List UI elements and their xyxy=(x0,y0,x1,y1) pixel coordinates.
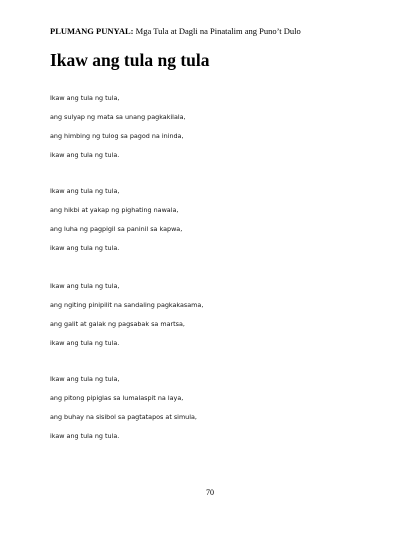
poem-line: Ikaw ang tula ng tula, xyxy=(50,94,120,102)
poem-line: Ikaw ang tula ng tula, xyxy=(50,187,120,195)
stanza-1 xyxy=(50,93,186,169)
poem-line: ikaw ang tula ng tula. xyxy=(50,432,120,440)
book-title: PLUMANG PUNYAL: xyxy=(50,26,134,36)
stanza-4 xyxy=(50,374,197,450)
poem-line: ang luha ng pagpigil sa paninil sa kapwa, xyxy=(50,225,183,233)
poem-line: ikaw ang tula ng tula. xyxy=(50,339,120,347)
poem-line: ang hikbi at yakap ng pighating nawala, xyxy=(50,206,179,214)
poem-line: ang ngiting pinipilit na sandaling pagkakasama, xyxy=(50,301,204,309)
stanza-3 xyxy=(50,281,203,357)
poem-line: ikaw ang tula ng tula. xyxy=(50,244,120,252)
stanza-2 xyxy=(50,186,182,262)
book-subtitle: Mga Tula at Dagli na Pinatalim ang Puno’t Dulo xyxy=(133,26,301,36)
poem-line: ang himbing ng tulog sa pagod na ininda, xyxy=(50,132,184,140)
poem-line: ang buhay na sisibol sa pagtatapos at simula, xyxy=(50,413,197,421)
poem-line: Ikaw ang tula ng tula, xyxy=(50,375,120,383)
poem-line: ang pitong pipiglas sa lumalaspit na laya, xyxy=(50,394,184,402)
poem-title: Ikaw ang tula ng tula xyxy=(50,50,210,70)
page-number: 70 xyxy=(206,488,214,497)
poem-line: ang sulyap ng mata sa unang pagkakilala, xyxy=(50,113,186,121)
poem-line: ikaw ang tula ng tula. xyxy=(50,151,120,159)
poem-line: Ikaw ang tula ng tula, xyxy=(50,282,120,290)
running-header xyxy=(50,26,301,36)
poem-line: ang galit at galak ng pagsabak sa martsa, xyxy=(50,320,185,328)
